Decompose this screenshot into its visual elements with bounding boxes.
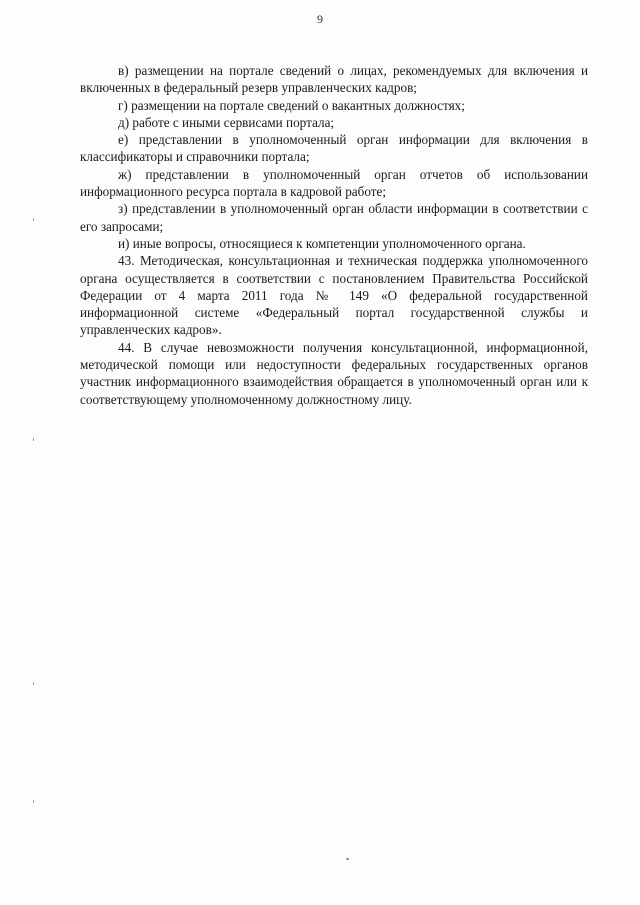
paragraph-44: 44. В случае невозможности получения консультационной, информационной, методической помощи или недоступности федеральных государственных органов участник информационного взаимодействия обращается в уполномоченный орган или к соответствующему уполномоченному должностному лицу.	[80, 339, 588, 407]
list-item-v: в) размещении на портале сведений о лицах, рекомендуемых для включения и включенных в федеральный резерв управленческих кадров;	[80, 63, 588, 96]
list-item-d: д) работе с иными сервисами портала;	[118, 114, 335, 130]
scan-mark	[33, 218, 34, 221]
scan-mark	[33, 682, 34, 685]
scan-mark	[33, 800, 34, 803]
list-item-g: г) размещении на портале сведений о вакантных должностях;	[118, 97, 465, 113]
scan-speck	[346, 858, 349, 860]
list-item-zh: ж) представлении в уполномоченный орган отчетов об использовании информационного ресурса портала в кадровой работе;	[80, 166, 588, 200]
document-body	[80, 62, 588, 408]
list-item-z: з) представлении в уполномоченный орган области информации в соответствии с его запросами;	[80, 201, 588, 234]
paragraph-43: 43. Методическая, консультационная и техническая поддержка уполномоченного органа осуществляется в соответствии с постановлением Правительства Российской Федерации от 4 марта 2011 года № 149 «О федеральной государственной информационной системе «Федеральный портал государственной службы и управленческих кадров».	[80, 253, 588, 338]
list-item-i: и) иные вопросы, относящиеся к компетенции уполномоченного органа.	[118, 235, 526, 251]
list-item-e: е) представлении в уполномоченный орган информации для включения в классификаторы и справочники портала;	[80, 132, 588, 165]
scan-mark	[33, 438, 34, 441]
page-number: 9	[317, 12, 323, 26]
